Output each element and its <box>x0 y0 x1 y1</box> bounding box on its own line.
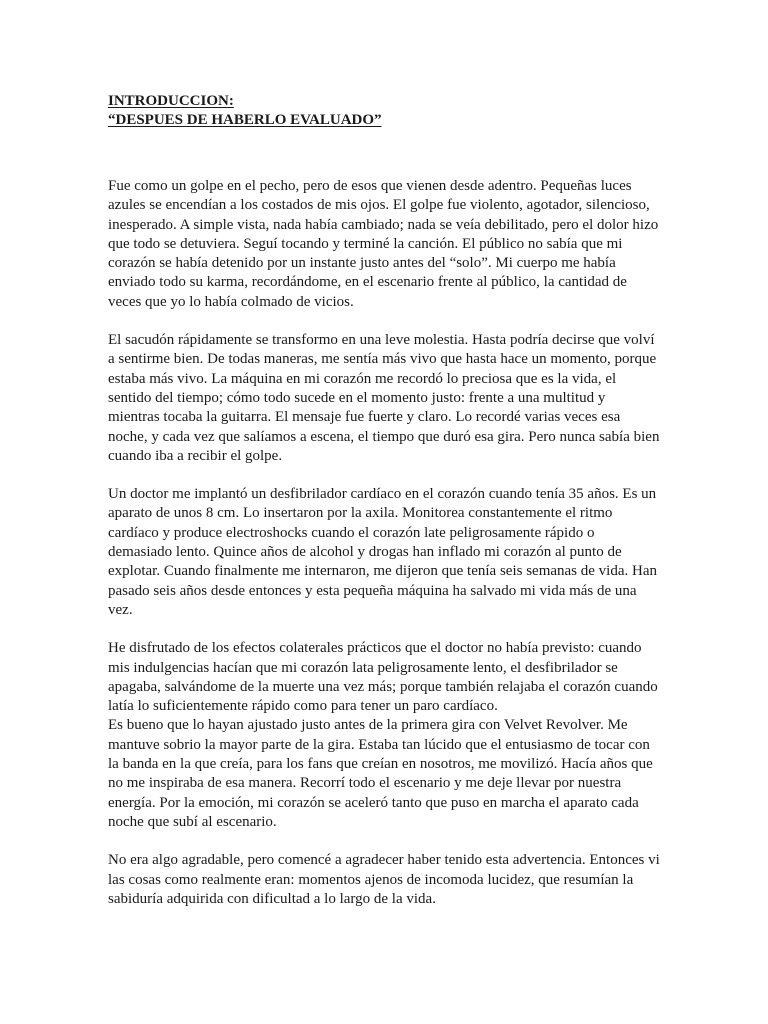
text-line: mantuve sobrio la mayor parte de la gira. Estaba tan lúcido que el entusiasmo de tocar con <box>108 736 650 753</box>
text-line: No era algo agradable, pero comencé a agradecer haber tenido esta advertencia. Entonces vi <box>108 852 660 869</box>
paragraph-5 <box>108 716 664 832</box>
text-line: corazón se había detenido por un instante justo antes del “solo”. Mi cuerpo me había <box>108 255 616 272</box>
heading-line-1: INTRODUCCION: <box>108 93 234 109</box>
text-line: Un doctor me implantó un desfibrilador cardíaco en el corazón cuando tenía 35 años. Es un <box>108 486 657 503</box>
text-line: Es bueno que lo hayan ajustado justo antes de la primera gira con Velvet Revolver. Me <box>108 717 628 734</box>
text-line: la banda en la que creía, para los fans que creían en nosotros, me movilizó. Hacía años que <box>108 756 653 773</box>
text-line: no me inspiraba de esa manera. Recorrí todo el escenario y me deje llevar por nuestra <box>108 775 622 792</box>
paragraph-1 <box>108 177 664 312</box>
text-line: Fue como un golpe en el pecho, pero de esos que vienen desde adentro. Pequeñas luces <box>108 178 632 194</box>
paragraph-6 <box>108 851 664 909</box>
text-line: mientras tocaba la guitarra. El mensaje fue fuerte y claro. Lo recordé varias veces esa <box>108 409 621 426</box>
text-line: latía lo suficientemente rápido como para tener un paro cardíaco. <box>108 698 498 715</box>
text-line: las cosas como realmente eran: momentos ajenos de incomoda lucidez, que resumían la <box>108 871 634 888</box>
text-line: El sacudón rápidamente se transformo en una leve molestia. Hasta podría decirse que volví <box>108 332 655 349</box>
text-line: sentido del tiempo; cómo todo sucede en el momento justo: frente a una multitud y <box>108 389 606 406</box>
text-line: que todo se detuviera. Seguí tocando y terminé la canción. El público no sabía que mi <box>108 235 623 252</box>
text-line: inesperado. A simple vista, nada había cambiado; nada se veía debilitado, pero el dolor hizo <box>108 216 659 233</box>
text-line: azules se encendían a los costados de mis ojos. El golpe fue violento, agotador, silencioso, <box>108 197 650 214</box>
text-line: noche que subí al escenario. <box>108 813 277 830</box>
paragraph-2 <box>108 331 664 466</box>
document-heading <box>108 92 668 130</box>
text-line: vez. <box>108 601 133 618</box>
text-line: cardíaco y produce electroshocks cuando el corazón late peligrosamente rápido o <box>108 524 595 541</box>
text-line: noche, y cada vez que salíamos a escena, el tiempo que duró esa gira. Pero nunca sabía bien <box>108 428 660 445</box>
text-line: pasado seis años desde entonces y esta pequeña máquina ha salvado mi vida más de una <box>108 582 637 599</box>
text-line: explotar. Cuando finalmente me internaron, me dijeron que tenía seis semanas de vida. Han <box>108 563 657 580</box>
paragraph-4 <box>108 639 664 716</box>
text-line: enviado todo su karma, recordándome, en el escenario frente al público, la cantidad de <box>108 274 627 291</box>
heading-line-2: “DESPUES DE HABERLO EVALUADO” <box>108 112 382 128</box>
text-line: demasiado lento. Quince años de alcohol y drogas han inflado mi corazón al punto de <box>108 544 622 561</box>
text-line: sabiduría adquirida con dificultad a lo largo de la vida. <box>108 890 436 907</box>
text-line: aparato de unos 8 cm. Lo insertaron por la axila. Monitorea constantemente el ritmo <box>108 505 613 522</box>
text-line: He disfrutado de los efectos colaterales prácticos que el doctor no había previsto: cuando <box>108 640 642 657</box>
paragraph-3 <box>108 485 664 620</box>
text-line: mis indulgencias hacían que mi corazón lata peligrosamente lento, el desfibrilador se <box>108 659 618 676</box>
text-line: apagaba, salvándome de la muerte una vez más; porque también relajaba el corazón cuando <box>108 678 658 695</box>
document-body <box>108 177 664 928</box>
text-line: estaba más vivo. La máquina en mi corazón me recordó lo preciosa que es la vida, el <box>108 370 617 387</box>
text-line: cuando iba a recibir el golpe. <box>108 447 283 464</box>
text-line: energía. Por la emoción, mi corazón se aceleró tanto que puso en marcha el aparato cada <box>108 794 639 811</box>
text-line: a sentirme bien. De todas maneras, me sentía más vivo que hasta hace un momento, porque <box>108 351 657 368</box>
text-line: veces que yo lo había colmado de vicios. <box>108 293 354 310</box>
